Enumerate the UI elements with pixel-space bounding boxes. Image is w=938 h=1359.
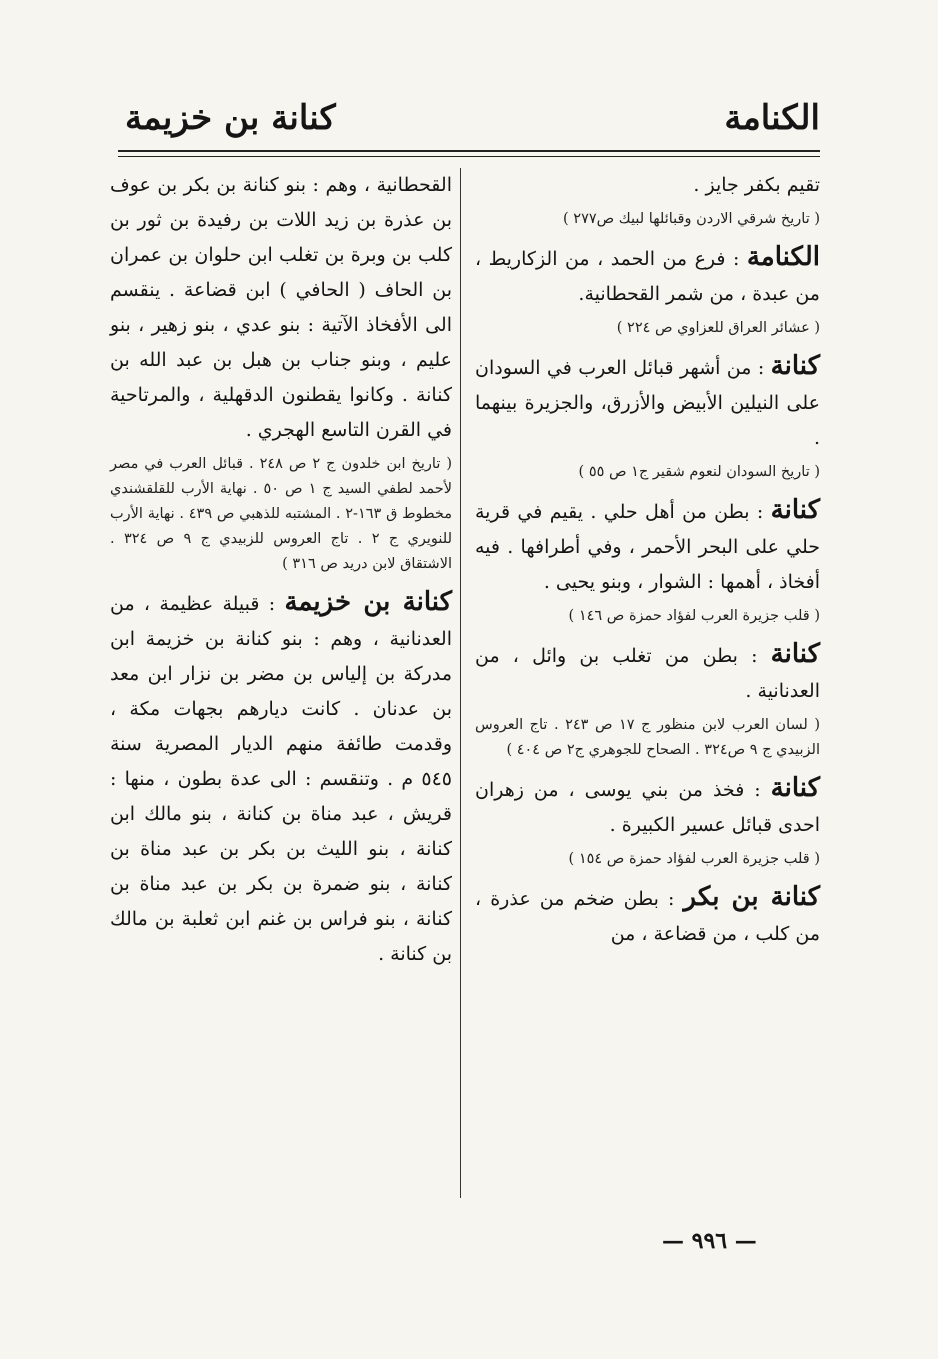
header-rule-thin <box>118 156 820 157</box>
entry <box>475 493 820 600</box>
paragraph: القحطانية ، وهم : بنو كنانة بن بكر بن عوف بن عذرة بن زيد اللات بن رفيدة بن ثور بن كلب بن وبرة بن تغلب ابن حلوان بن عمران بن الحاف ( الحافي ) ابن قضاعة . ينقسم الى الأفخاذ الآتية : بنو عدي ، بنو زهير ، بنو عليم ، وبنو جناب بن هبل بن عبد الله بن كنانة . وكانوا يقطنون الدقهلية ، والمرتاحية في القرن التاسع الهجري . <box>110 174 452 441</box>
source-citation: ( قلب جزيرة العرب لفؤاد حمزة ص ١٤٦ ) <box>568 608 820 624</box>
entry-text: : قبيلة عظيمة ، من العدنانية ، وهم : بنو كنانة بن خزيمة ابن مدركة بن إلياس بن مضر بن نزار ابن معد بن عدنان . كانت ديارهم بجهات مكة ، وقدمت طائفة منهم الديار المصرية سنة ٥٤٥ م . وتنقسم : الى عدة بطون ، منها : قريش ، عبد مناة بن كنانة ، بنو مالك ابن كنانة ، بنو الليث بن بكر بن عبد مناة بن كنانة ، بنو ضمرة بن بكر بن عبد مناة بن كنانة ، بنو فراس بن غنم ابن ثعلبة بن مالك بن كنانة . <box>110 593 452 965</box>
entry-heading: كنانة <box>770 639 820 669</box>
entry <box>475 637 820 709</box>
entry-text: : فرع من الحمد ، من الزكاريط ، من عبدة ، من شمر القحطانية. <box>475 248 820 305</box>
source-citation: ( قلب جزيرة العرب لفؤاد حمزة ص ١٥٤ ) <box>568 851 820 867</box>
paragraph: تقيم بكفر جايز . <box>693 174 820 196</box>
running-header-right: الكنامة <box>724 98 820 138</box>
entry <box>475 880 820 952</box>
entry-heading: الكنامة <box>746 242 820 272</box>
right-column <box>475 168 820 956</box>
entry-heading: كنانة بن خزيمة <box>284 587 452 617</box>
page-number: — ٩٩٦ — <box>662 1228 757 1254</box>
entry-text: : بطن من تغلب بن وائل ، من العدنانية . <box>475 645 820 702</box>
entry-text: : من أشهر قبائل العرب في السودان على النيلين الأبيض والأزرق، والجزيرة بينهما . <box>475 357 820 449</box>
source-citation: ( عشائر العراق للعزاوي ص ٢٢٤ ) <box>616 320 820 336</box>
entry-heading: كنانة بن بكر <box>683 882 820 912</box>
entry-text: : بطن من أهل حلي . يقيم في قرية حلي على البحر الأحمر ، وفي أطرافها . فيه أفخاذ ، أهمها : الشوار ، وبنو يحيى . <box>475 501 820 593</box>
source-citation: ( لسان العرب لابن منظور ج ١٧ ص ٢٤٣ . تاج العروس الزبيدي ج ٩ ص٣٢٤ . الصحاح للجوهري ج٢ ص ٤٠٤ ) <box>475 717 820 758</box>
header-rule <box>118 150 820 152</box>
source-citation: ( تاريخ شرقي الاردن وقبائلها لبيك ص٢٧٧ ) <box>563 211 820 227</box>
entry-text: : بطن ضخم من عذرة ، من كلب ، من قضاعة ، من <box>475 888 820 945</box>
running-header-left: كنانة بن خزيمة <box>125 98 336 138</box>
left-column <box>110 168 452 976</box>
column-separator <box>460 168 461 1198</box>
entry-heading: كنانة <box>770 351 820 381</box>
source-citation: ( تاريخ ابن خلدون ج ٢ ص ٢٤٨ . قبائل العرب في مصر لأحمد لطفي السيد ج ١ ص ٥٠ . نهاية الأرب للقلقشندي مخطوط ق ١٦٣-٢ . المشتبه للذهبي ص ٤٣٩ . نهاية الأرب للنويري ج ٢ . تاج العروس للزبيدي ج ٩ ص ٣٢٤ . الاشتقاق لابن دريد ص ٣١٦ ) <box>110 456 453 572</box>
source-citation: ( تاريخ السودان لنعوم شقير ج١ ص ٥٥ ) <box>578 464 820 480</box>
entry-heading: كنانة <box>770 495 820 525</box>
entry <box>475 771 820 843</box>
entry <box>110 585 452 972</box>
entry-heading: كنانة <box>770 773 820 803</box>
entry <box>475 349 820 456</box>
entry <box>475 240 820 312</box>
entry-text: : فخذ من بني يوسى ، من زهران احدى قبائل عسير الكبيرة . <box>475 779 820 836</box>
